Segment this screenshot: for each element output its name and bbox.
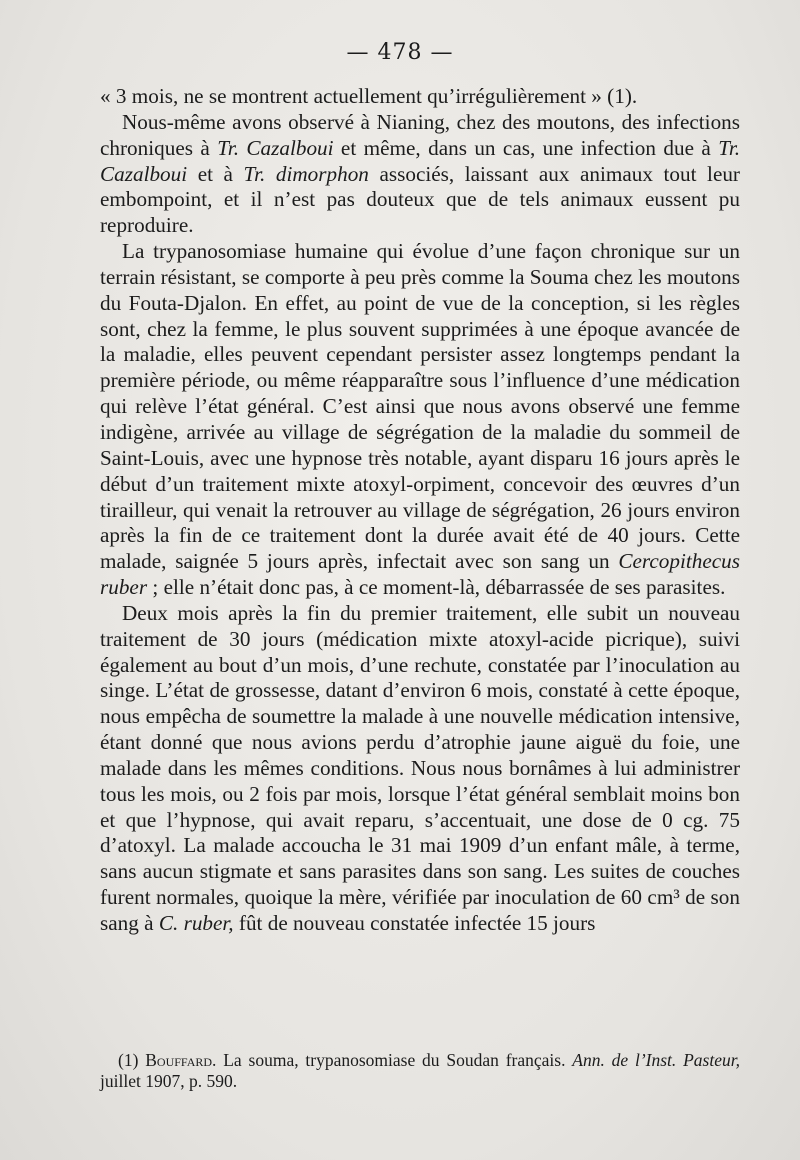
italic-text: Cercopithecus ruber (100, 549, 740, 600)
author-name: Bouffard (145, 1050, 213, 1070)
text-run: juillet 1907, p. 590. (100, 1071, 238, 1091)
italic-text: Tr. dimorphon (243, 161, 369, 186)
footnote-text (100, 1050, 740, 1092)
text-run: et à (187, 161, 244, 186)
italic-text: C. ruber, (158, 911, 234, 935)
italic-text: Ann. de l’Inst. Pasteur, (572, 1050, 740, 1070)
text-run: ; elle n’était donc pas, à ce moment-là, débarrassée de ses parasites. (147, 575, 726, 600)
text-run: Deux mois après la fin du premier traitement, elle subit un nouveau traitement de 30 jours (médication mixte atoxyl-acide picrique), suivi également au bout d’un mois, d’une rechute, constatée par l’inoculation au singe. L’état de grossesse, datant d’environ 6 mois, constaté à cette époque, nous empêcha de soumettre la malade à une nouvelle médication intensive, étant donné que nous avions perdu d’atrophie jaune aiguë du foie, une malade dans les mêmes conditions. Nous nous bornâmes à lui administrer tous les mois, ou 2 fois par mois, lorsque l’état général semblait moins bon et que l’hypnose, qui avait reparu, s’accentuait, une dose de 0 cg. 75 d’atoxyl. La malade accoucha le 31 mai 1909 d’un enfant mâle, à terme, sans aucun stigmate et sans parasites dans son sang. Les suites de couches furent normales, quoique la mère, vérifiée par inoculation de 60 cm³ de son sang à (100, 600, 740, 935)
paragraph (100, 84, 740, 110)
paragraph (100, 601, 740, 937)
italic-text: Tr. Cazalboui (100, 135, 741, 186)
text-run: associés, laissant aux animaux tout leur embompoint, et il n’est pas douteux que de tels animaux eussent pu reproduire. (100, 161, 740, 238)
paragraph (100, 239, 740, 601)
text-run: . La souma, trypanosomiase du Soudan français. (212, 1050, 573, 1070)
text-run: Nous-même avons observé à Nianing, chez des moutons, des infections chroniques à (100, 109, 740, 160)
footnote (100, 1050, 740, 1092)
text-run: fût de nouveau constatée infectée 15 jours (233, 911, 596, 935)
body-text (100, 84, 740, 937)
text-run: La trypanosomiase humaine qui évolue d’une façon chronique sur un terrain résistant, se comporte à peu près comme la Souma chez les moutons du Fouta-Djalon. En effet, au point de vue de la conception, si les règles sont, chez la femme, le plus souvent supprimées à une époque avancée de la maladie, elles peuvent cependant persister assez longtemps pendant la première période, ou même réapparaître sous l’influence d’une médication qui relève l’état général. C’est ainsi que nous avons observé une femme indigène, arrivée au village de ségrégation de la maladie du sommeil de Saint-Louis, avec une hypnose très notable, ayant disparu 16 jours après le début d’un traitement mixte atoxyl-orpiment, concevoir des œuvres d’un tirailleur, qui venait la retrouver au village de ségrégation, 26 jours environ après la fin de ce traitement dont la durée avait été de 40 jours. Cette malade, saignée 5 jours après, infectait avec son sang un (100, 239, 740, 574)
italic-text: Tr. Cazalboui (217, 135, 334, 160)
text-run: et même, dans un cas, une infection due à (333, 135, 719, 160)
text-run: « 3 mois, ne se montrent actuellement qu’irrégulièrement » (1). (100, 84, 638, 108)
paragraph (100, 110, 740, 239)
page-number: — 478 — (346, 40, 454, 65)
text-run: (1) (118, 1050, 146, 1070)
